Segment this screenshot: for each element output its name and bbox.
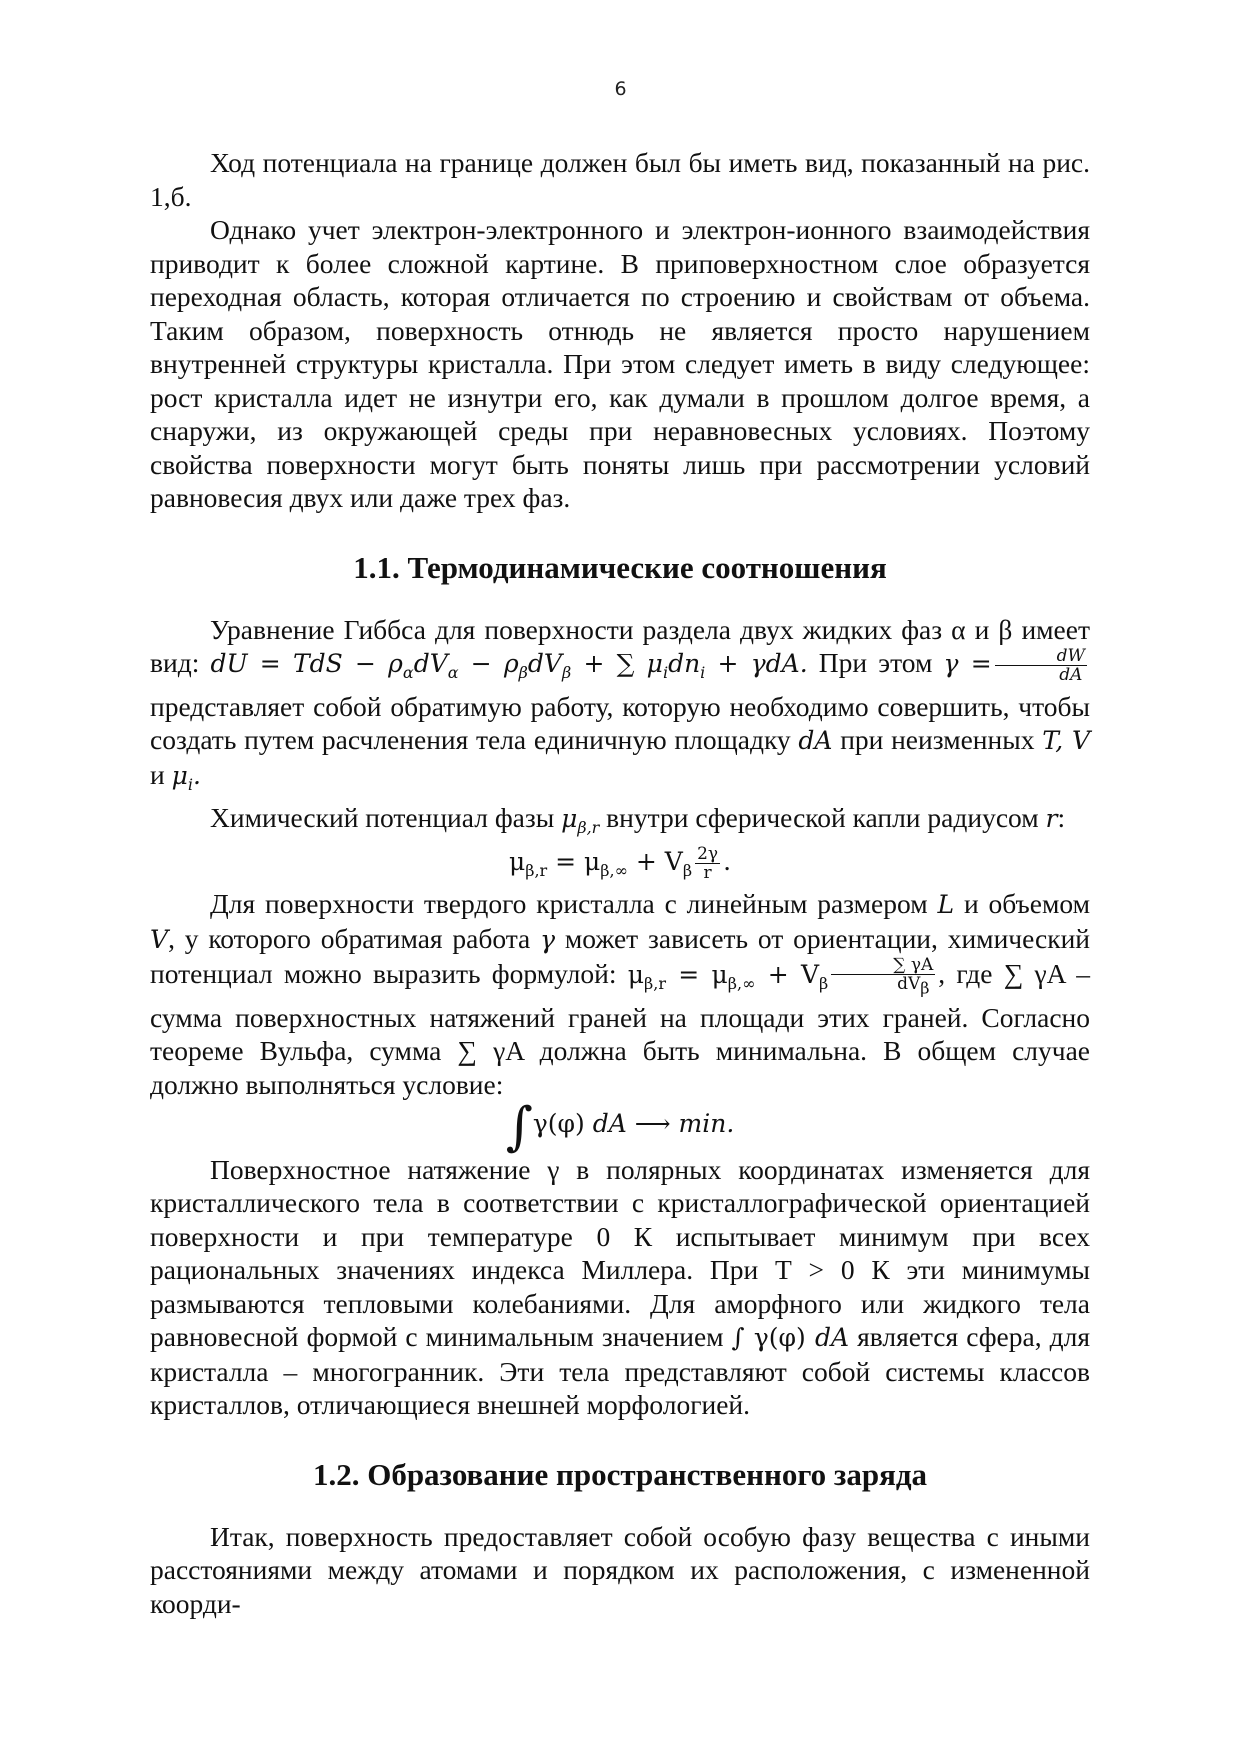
paragraph-space-charge: Итак, поверхность предоставляет собой особую фазу вещества с иными расстояниями между атомами и порядком их расположения, с измененной коорди- xyxy=(150,1520,1090,1619)
gibbs-formula: dU = TdS − $\rho_\alpha dV_\alpha - \rho_\beta dV_\beta$ + ∑ $\mu_idn_i + \gamma dA$. xyxy=(210,649,808,682)
section-heading-thermodynamics: 1.1. Термодинамические соотношения xyxy=(353,549,887,585)
paragraph-solid-crystal: Для поверхности твердого кристалла с линейным размером L и объемом V, у которого обратимая работа γ может зависеть от ориентации, химический потенциал можно выразить формулой: $\mu_{\beta,r} = \mu_{\beta,\infty} + V_\beta$ $\frac{\sum \gamma A}{dV_\beta}$ , где ∑ γA – сумма поверхностных натяжений граней на площади этих граней. Согласно теореме Вульфа, сумма ∑ γA должна быть минимальна. В общем случае должно выполняться условие: xyxy=(150,888,1091,1100)
paragraph-surface-tension: Поверхностное натяжение γ в полярных координатах изменяется для кристаллического тела в соответствии с кристаллографической ориентацией поверхности и при температуре 0 К испытывает минимум при всех рациональных значениях индекса Миллера. При Т > 0 К эти минимумы размываются тепловыми колебаниями. Для аморфного или жидкого тела равновесной формой с минимальным значением ∫ γ(φ) dA является сфера, для кристалла – многогранник. Эти тела представляют собой системы классов кристаллов, отличающиеся внешней морфологией. xyxy=(150,1153,1091,1421)
page-content xyxy=(150,146,1090,1620)
page-number: 6 xyxy=(614,78,627,100)
paragraph-potential: Ход потенциала на границе должен был бы иметь вид, показанный на рис. 1,б. xyxy=(150,147,1090,212)
crystal-potential-formula: $\mu_{\beta,r} = \mu_{\beta,\infty} + V_\beta$ $\frac{\sum \gamma A}{dV_\beta}$ xyxy=(627,955,934,998)
gamma-definition: γ = $\frac{dW}{dA}$ xyxy=(943,646,1086,685)
equation-wulff-integral: ∫γ(φ) dA ⟶ min. xyxy=(505,1097,735,1158)
paragraph-chemical-potential: Химический потенциал фазы $\mu_{\beta,r}$ внутри сферической капли радиусом r: xyxy=(210,802,1066,837)
section-heading-space-charge: 1.2. Образование пространственного заряда xyxy=(312,1456,928,1492)
equation-sphere-potential: $\mu_{\beta,r} = \mu_{\beta,\infty} + V_\beta$ $\frac{2\gamma}{r}$ . xyxy=(508,843,732,883)
paragraph-gibbs-equation: Уравнение Гиббса для поверхности раздела двух жидких фаз α и β имеет вид: dU = TdS − $\rho_\alpha dV_\alpha - \rho_\beta dV_\beta$ + ∑ $\mu_idn_i + \gamma dA$. При этом γ = $\frac{dW}{dA}$ представляет собой обратимую работу, которую необходимо совершить, чтобы создать путем расчленения тела единичную площадку dA при неизменных T, V и $\mu_i$. xyxy=(150,613,1090,794)
paragraph-interaction: Однако учет электрон-электронного и электрон-ионного взаимодействия приводит к более сложной картине. В приповерхностном слое образуется переходная область, которая отличается по строению и свойствам от объема. Таким образом, поверхность отнюдь не является просто нарушением внутренней структуры кристалла. При этом следует иметь в виду следующее: рост кристалла идет не изнутри его, как думали в прошлом долгое время, а снаружи, из окружающей среды при неравновесных условиях. Поэтому свойства поверхности могут быть поняты лишь при рассмотрении условий равновесия двух или даже трех фаз. xyxy=(150,214,1090,513)
